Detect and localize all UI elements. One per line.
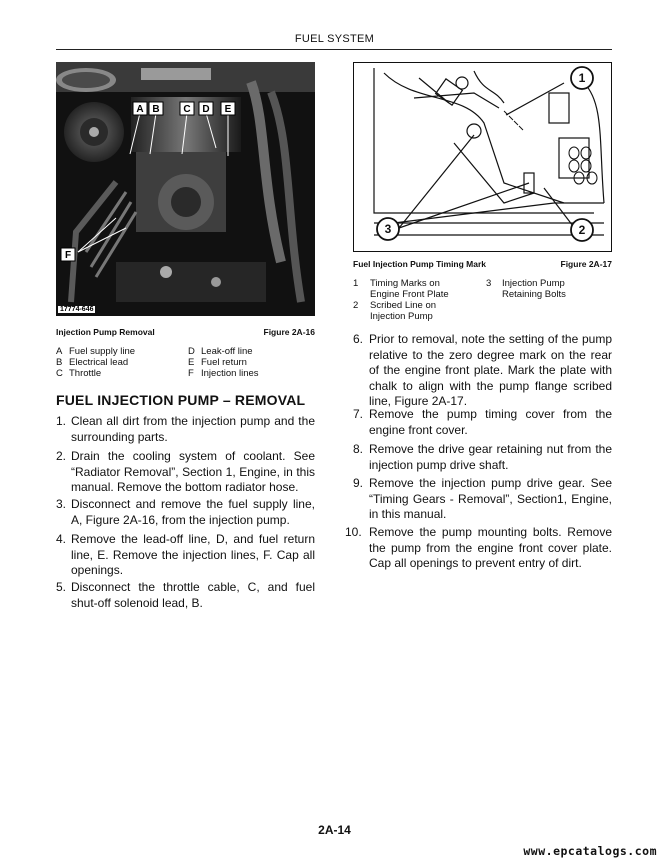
callout-d-label: D — [202, 104, 210, 115]
figure-2a16-number: Figure 2A-16 — [263, 327, 315, 337]
step-3: 3. Disconnect and remove the fuel supply line, A, Figure 2A-16, from the injection pump. — [56, 497, 315, 527]
callout-f-label: F — [64, 250, 72, 261]
step-5: 5. Disconnect the throttle cable, C, and fuel shut-off solenoid lead, B. — [56, 580, 315, 610]
legend-item: D Leak-off line — [188, 346, 253, 357]
photo-id: 17774-646 — [60, 306, 94, 313]
section-heading: FUEL INJECTION PUMP – REMOVAL — [56, 392, 306, 408]
callout-b-label: B — [152, 104, 160, 115]
injection-pump-photo — [56, 62, 315, 316]
callout-e-label: E — [224, 104, 232, 115]
legend-item: 3 Injection Pump Retaining Bolts — [486, 278, 566, 300]
figure-2a17-legend-col1 — [353, 278, 483, 322]
figure-2a17-number: Figure 2A-17 — [560, 259, 612, 269]
legend-item: 2 Scribed Line on Injection Pump — [353, 300, 437, 322]
step-6: 6. Prior to removal, note the setting of the pump relative to the zero degree mark on the rear of the engine front plate. Mark the plate with chalk to align with the pump flange scribed line, Figure 2A-17. — [353, 332, 612, 408]
figure-2a17-title: Fuel Injection Pump Timing Mark — [353, 259, 487, 269]
legend-item: E Fuel return — [188, 357, 247, 368]
callout-3-label: 3 — [384, 222, 392, 236]
step-4: 4. Remove the lead-off line, D, and fuel return line, E. Remove the injection lines, F. Cap all openings. — [56, 532, 315, 577]
legend-item: A Fuel supply line — [56, 346, 136, 357]
callout-a-label: A — [136, 104, 144, 115]
step-9: 9. Remove the injection pump drive gear. See “Timing Gears - Removal”, Section1, Engine, in this manual. — [353, 476, 612, 521]
legend-item: C Throttle — [56, 368, 102, 379]
watermark: www.epcatalogs.com — [523, 844, 657, 858]
step-8: 8. Remove the drive gear retaining nut from the injection pump drive shaft. — [353, 442, 612, 472]
legend-item: B Electrical lead — [56, 357, 129, 368]
page-number: 2A-14 — [318, 823, 351, 837]
figure-2a16-legend-col1 — [56, 346, 135, 379]
callout-c-label: C — [183, 104, 191, 115]
step-10: 10. Remove the pump mounting bolts. Remove the pump from the engine front cover plate. Cap all openings to prevent entry of dirt. — [345, 525, 612, 570]
callout-2-label: 2 — [578, 223, 586, 237]
header-rule — [56, 49, 612, 50]
legend-item: 1 Timing Marks on Engine Front Plate — [353, 278, 449, 300]
callout-1-label: 1 — [578, 71, 586, 85]
step-7: 7. Remove the pump timing cover from the engine front cover. — [353, 407, 612, 437]
step-2: 2. Drain the cooling system of coolant. See “Radiator Removal”, Section 1, Engine, in this manual. Remove the bottom radiator hose. — [56, 449, 315, 494]
figure-2a16-legend-col2 — [188, 346, 259, 379]
timing-mark-diagram — [353, 62, 612, 252]
figure-2a17-legend-col2 — [486, 278, 606, 300]
figure-2a16-title: Injection Pump Removal — [56, 327, 155, 337]
step-1: 1. Clean all dirt from the injection pump and the surrounding parts. — [56, 414, 315, 444]
page-header-title: FUEL SYSTEM — [294, 33, 375, 45]
legend-item: F Injection lines — [188, 368, 259, 379]
